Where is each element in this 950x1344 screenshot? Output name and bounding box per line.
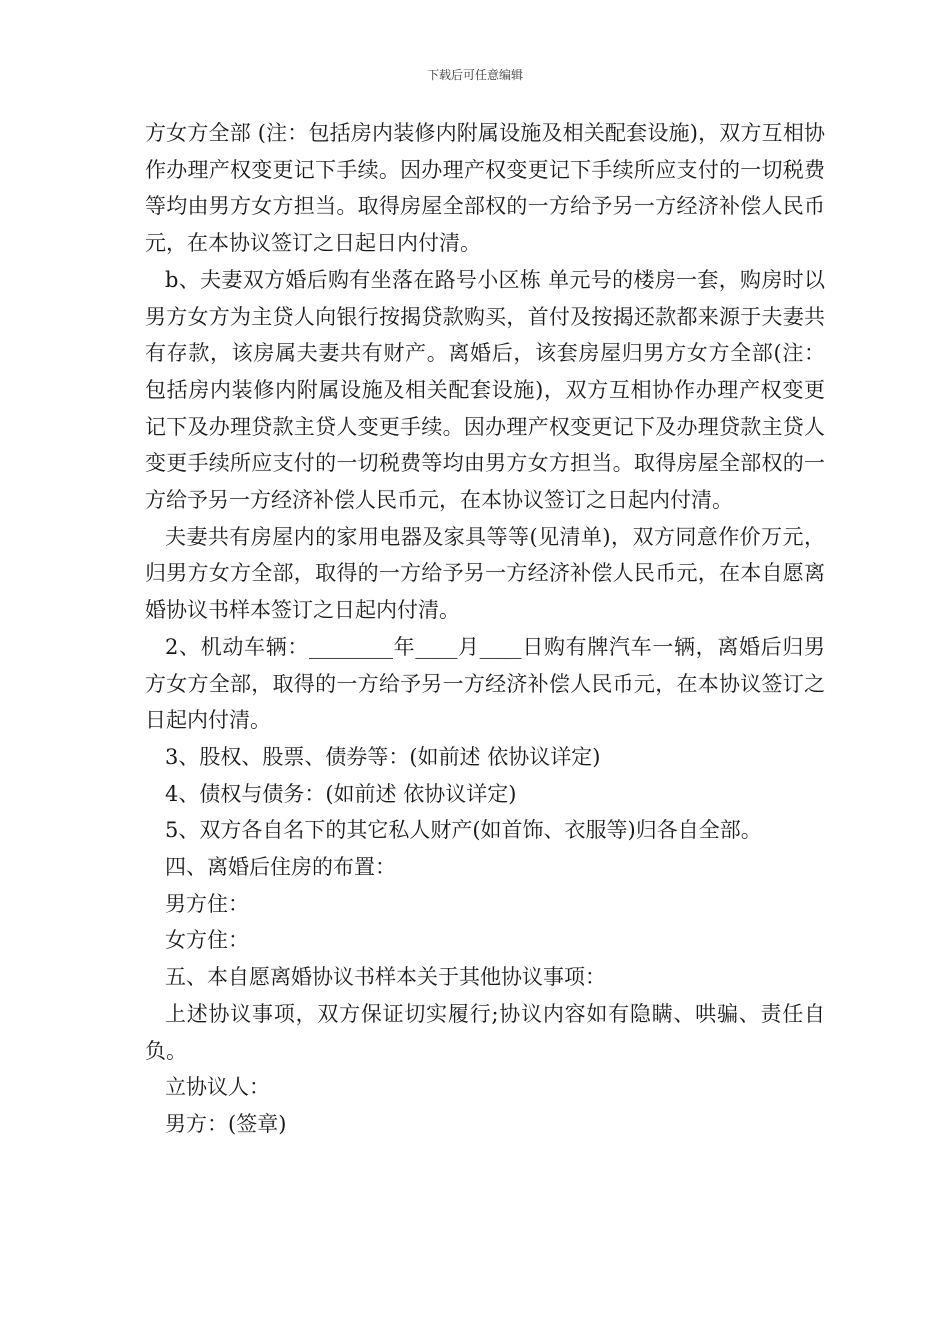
paragraph-appliances: 夫妻共有房屋内的家用电器及家具等等(见清单)，双方同意作价万元，归男方女方全部，取得的一方给予另一方经济补偿人民币元，在本自愿离婚协议书样本签订之日起内付清。 (145, 524, 825, 623)
section-heading-housing: 四、离婚后住房的布置： (165, 855, 396, 880)
document-body (145, 115, 825, 1143)
line-husband-signature: 男方：(签章) (165, 1111, 287, 1136)
line-signatories: 立协议人： (165, 1075, 270, 1100)
paragraph-guarantee: 上述协议事项，双方保证切实履行;协议内容如有隐瞒、哄骗、责任自负。 (145, 1001, 825, 1063)
paragraph-house-a-continued: 方女方全部 (注：包括房内装修内附属设施及相关配套设施)，双方互相协作办理产权变更记下手续。因办理产权变更记下手续所应支付的一切税费等均由男方女方担当。取得房屋全部权的一方给予另一方经济补偿人民币元，在本协议签订之日起日内付清。 (145, 121, 825, 256)
paragraph-stocks: 3、股权、股票、债券等：(如前述 依协议详定) (165, 744, 601, 769)
paragraph-personal-property: 5、双方各自名下的其它私人财产(如首饰、衣服等)归各自全部。 (165, 818, 762, 843)
paragraph-vehicle: 2、机动车辆：________年____月____日购有牌汽车一辆，离婚后归男方女方全部，取得的一方给予另一方经济补偿人民币元，在本协议签订之日起内付清。 (145, 634, 825, 733)
line-husband-residence: 男方住： (165, 891, 249, 916)
line-wife-residence: 女方住： (165, 928, 249, 953)
page-header: 下载后可任意编辑 (426, 68, 523, 82)
section-heading-other-matters: 五、本自愿离婚协议书样本关于其他协议事项： (165, 965, 606, 990)
paragraph-house-b: b、夫妻双方婚后购有坐落在路号小区栋 单元号的楼房一套，购房时以男方女方为主贷人向银行按揭贷款购买，首付及按揭还款都来源于夫妻共有存款，该房属夫妻共有财产。离婚后，该套房屋归男方女方全部(注：包括房内装修内附属设施及相关配套设施)，双方互相协作办理产权变更记下及办理贷款主贷人变更手续。因办理产权变更记下及办理贷款主贷人变更手续所应支付的一切税费等均由男方女方担当。取得房屋全部权的一方给予另一方经济补偿人民币元，在本协议签订之日起内付清。 (145, 267, 825, 513)
paragraph-debts: 4、债权与债务：(如前述 依协议详定) (165, 781, 517, 806)
